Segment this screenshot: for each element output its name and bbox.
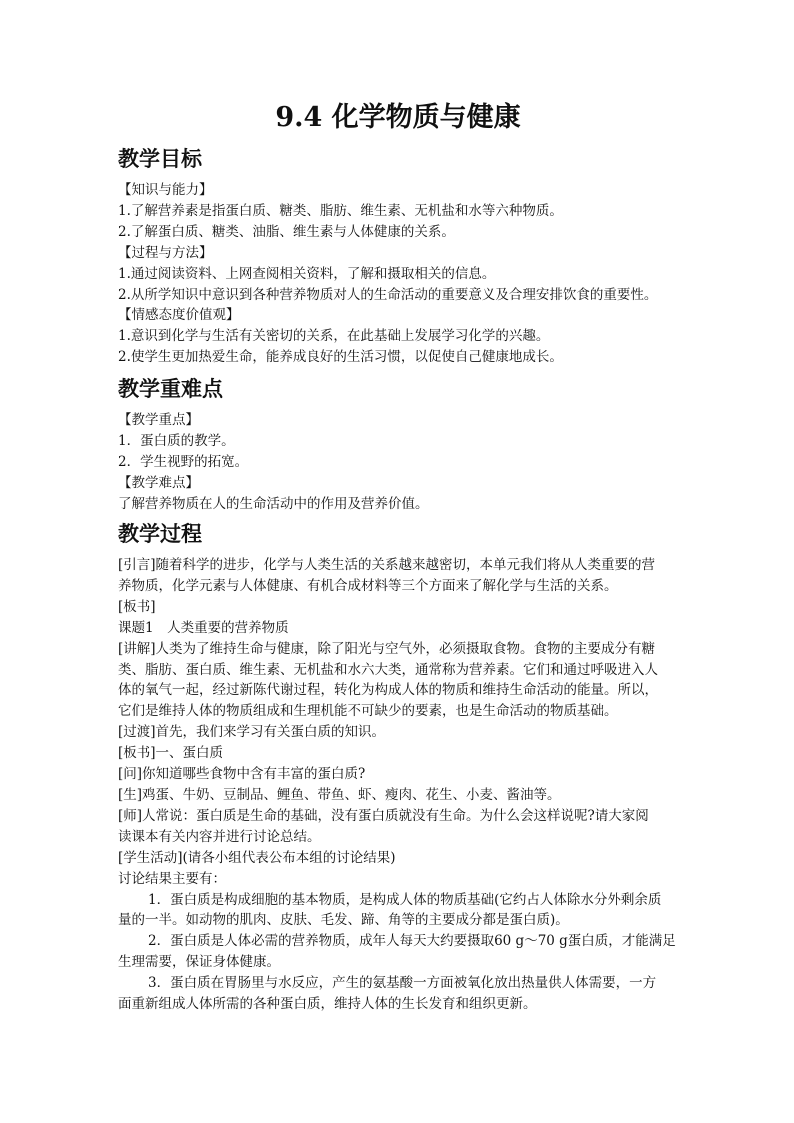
process-method-label: 【过程与方法】 — [118, 244, 213, 261]
text-line: 量的一半。如动物的肌肉、皮肤、毛发、蹄、角等的主要成分都是蛋白质)。 — [118, 912, 569, 929]
text-line: 生理需要，保证身体健康。 — [118, 954, 280, 971]
text-line: [学生活动](请各小组代表公布本组的讨论结果) — [118, 849, 396, 866]
text-line: 体的氧气一起，经过新陈代谢过程，转化为构成人体的物质和维持生命活动的能量。所以， — [118, 682, 658, 699]
text-line: [师]人常说：蛋白质是生命的基础，没有蛋白质就没有生命。为什么会这样说呢?请大家阅 — [118, 807, 649, 824]
text-line: 类、脂肪、蛋白质、维生素、无机盐和水六大类，通常称为营养素。它们和通过呼吸进入人 — [118, 661, 658, 678]
text-line: 讨论结果主要有： — [118, 870, 226, 887]
section-heading-objectives: 教学目标 — [118, 146, 202, 171]
text-line: 它们是维持人体的物质组成和生理机能不可缺少的要素，也是生命活动的物质基础。 — [118, 703, 618, 720]
section-heading-key-points: 教学重难点 — [118, 376, 223, 401]
process-block — [118, 555, 678, 1015]
text-line: 2.从所学知识中意识到各种营养物质对人的生命活动的重要意义及合理安排饮食的重要性。 — [118, 286, 658, 303]
emotion-values-label: 【情感态度价值观】 — [118, 307, 240, 324]
key-point-label: 【教学重点】 — [118, 412, 199, 428]
text-line: 2．学生视野的拓宽。 — [118, 453, 249, 470]
text-line: 3．蛋白质在胃肠里与水反应，产生的氨基酸一方面被氧化放出热量供人体需要，一方 — [148, 975, 657, 992]
key-points-block — [118, 410, 678, 515]
text-line: 2.使学生更加热爱生命，能养成良好的生活习惯，以促使自己健康地成长。 — [118, 349, 563, 366]
text-line: [讲解]人类为了维持生命与健康，除了阳光与空气外，必须摄取食物。食物的主要成分有糖 — [118, 640, 656, 657]
section-heading-process: 教学过程 — [118, 521, 202, 546]
text-line: 读课本有关内容并进行讨论总结。 — [118, 828, 321, 845]
text-line: 了解营养物质在人的生命活动中的作用及营养价值。 — [118, 495, 429, 512]
difficulty-label: 【教学难点】 — [118, 474, 199, 491]
text-line: [板书]一、蛋白质 — [118, 745, 224, 762]
text-line: 2.了解蛋白质、糖类、油脂、维生素与人体健康的关系。 — [118, 223, 455, 240]
text-line: 1．蛋白质是构成细胞的基本物质，是构成人体的物质基础(它约占人体除水分外剩余质 — [148, 891, 662, 908]
text-line: [生]鸡蛋、牛奶、豆制品、鲤鱼、带鱼、虾、瘦肉、花生、小麦、酱油等。 — [118, 786, 561, 803]
text-line: 1.通过阅读资料、上网查阅相关资料，了解和摄取相关的信息。 — [118, 265, 496, 282]
text-line: 1．蛋白质的教学。 — [118, 432, 235, 449]
text-line: [引言]随着科学的进步，化学与人类生活的关系越来越密切，本单元我们将从人类重要的营 — [118, 557, 656, 573]
text-line: [板书] — [118, 598, 156, 615]
knowledge-ability-label: 【知识与能力】 — [118, 182, 213, 198]
text-line: 课题1 人类重要的营养物质 — [118, 619, 289, 636]
text-line: 养物质，化学元素与人体健康、有机合成材料等三个方面来了解化学与生活的关系。 — [118, 577, 618, 594]
objectives-block — [118, 180, 678, 368]
text-line: 1.意识到化学与生活有关密切的关系，在此基础上发展学习化学的兴趣。 — [118, 328, 550, 345]
text-line: 1.了解营养素是指蛋白质、糖类、脂肪、维生素、无机盐和水等六种物质。 — [118, 202, 563, 219]
text-line: 面重新组成人体所需的各种蛋白质，维持人体的生长发育和组织更新。 — [118, 996, 537, 1013]
text-line: [问]你知道哪些食物中含有丰富的蛋白质? — [118, 766, 366, 783]
page-title: 9.4 化学物质与健康 — [275, 102, 521, 133]
text-line: [过渡]首先，我们来学习有关蛋白质的知识。 — [118, 724, 386, 741]
text-line: 2．蛋白质是人体必需的营养物质，成年人每天大约要摄取60 g～70 g蛋白质，才能满足 — [148, 933, 676, 950]
